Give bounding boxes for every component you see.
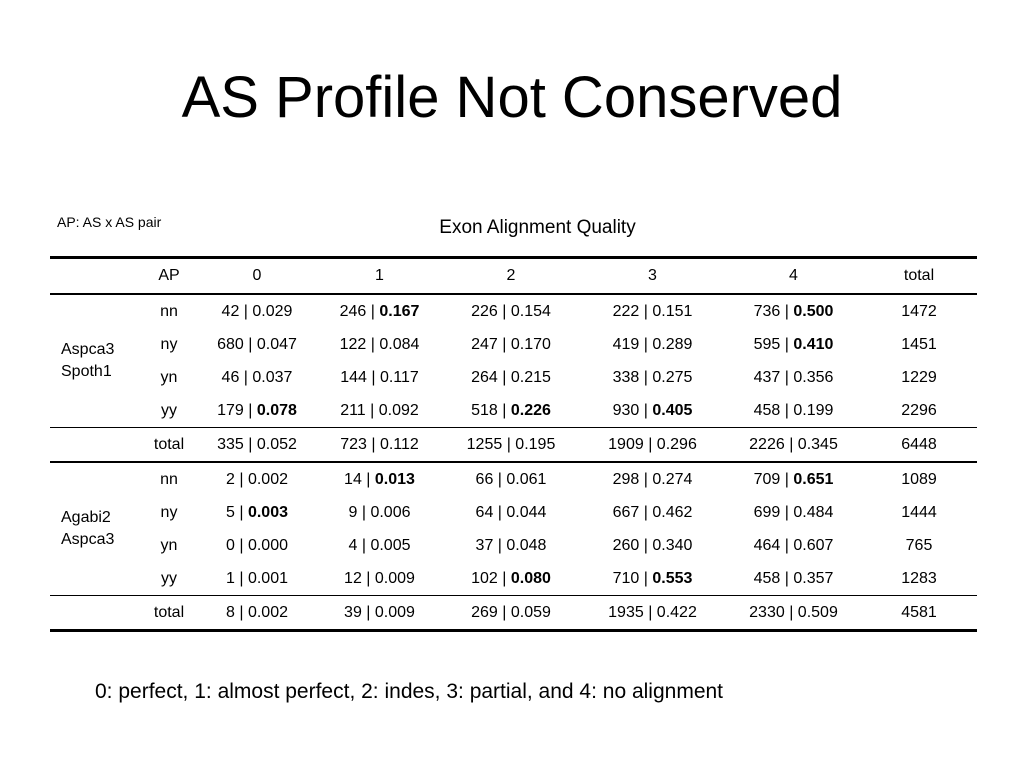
count-value: 269 [471, 603, 498, 621]
value-cell: 1935 | 0.422 [579, 596, 726, 631]
fraction-value: 0.006 [370, 503, 411, 521]
row-total-cell: 6448 [861, 428, 977, 463]
count-value: 260 [612, 536, 640, 554]
count-value: 595 [753, 335, 781, 353]
value-cell: 5 | 0.003 [226, 503, 288, 521]
value-cell: 595 | 0.410 [753, 335, 834, 353]
page-title: AS Profile Not Conserved [181, 65, 843, 130]
row-total-cell: 4581 [861, 596, 977, 631]
table-row [50, 462, 977, 496]
count-value: 458 [753, 401, 781, 419]
count-value: 4 [348, 536, 358, 554]
value-cell: 699 | 0.484 [753, 503, 834, 521]
fraction-value: 0.296 [656, 435, 697, 453]
count-value: 222 [612, 302, 640, 320]
value-cell: 2 | 0.002 [226, 470, 288, 488]
fraction-value: 0.357 [793, 569, 834, 587]
fraction-value: 0.013 [374, 470, 415, 488]
count-value: 8 [226, 603, 235, 621]
fraction-value: 0.059 [510, 603, 551, 621]
table-row [50, 294, 977, 328]
table-row [50, 562, 977, 596]
value-cell: 298 | 0.274 [612, 470, 693, 488]
fraction-value: 0.061 [506, 470, 547, 488]
fraction-value: 0.345 [797, 435, 838, 453]
count-value: 37 [475, 536, 494, 554]
count-value: 1935 [608, 603, 644, 621]
count-value: 335 [217, 435, 244, 453]
count-value: 1909 [608, 435, 644, 453]
group-label-line: Aspca3 [61, 341, 115, 358]
count-value: 246 [339, 302, 367, 320]
count-value: 46 [221, 368, 240, 386]
count-value: 179 [217, 401, 244, 419]
table-row [50, 394, 977, 428]
count-value: 930 [612, 401, 640, 419]
fraction-value: 0.037 [252, 368, 293, 386]
fraction-value: 0.052 [256, 435, 297, 453]
ap-note: AP: AS x AS pair [57, 214, 162, 230]
value-cell: 211 | 0.092 [340, 401, 419, 419]
row-total-cell: 765 [905, 536, 933, 554]
value-cell: 37 | 0.048 [475, 536, 547, 554]
count-value: 247 [471, 335, 498, 353]
row-total-cell: 1229 [901, 368, 937, 386]
header-cell: AP [158, 267, 180, 284]
ap-cell: ny [160, 503, 178, 521]
value-cell: 122 | 0.084 [339, 335, 420, 353]
fraction-value: 0.340 [652, 536, 693, 554]
value-cell: 464 | 0.607 [753, 536, 834, 554]
value-cell: 264 | 0.215 [471, 368, 551, 386]
fraction-value: 0.289 [652, 335, 693, 353]
count-value: 211 [340, 401, 366, 419]
header-cell: 0 [252, 267, 262, 284]
fraction-value: 0.553 [652, 569, 693, 587]
fraction-value: 0.002 [247, 470, 288, 488]
value-cell: 144 | 0.117 [340, 368, 419, 386]
value-cell: 0 | 0.000 [226, 536, 288, 554]
value-cell: 14 | 0.013 [344, 470, 415, 488]
value-cell: 1909 | 0.296 [579, 428, 726, 463]
value-cell: 723 | 0.112 [316, 428, 443, 463]
count-value: 458 [753, 569, 781, 587]
value-cell: 2226 | 0.345 [726, 428, 861, 463]
count-value: 9 [348, 503, 358, 521]
fraction-value: 0.484 [793, 503, 834, 521]
fraction-value: 0.405 [652, 401, 693, 419]
legend-note: 0: perfect, 1: almost perfect, 2: indes, 3: partial, and 4: no alignment [95, 680, 724, 703]
count-value: 2330 [749, 603, 785, 621]
count-value: 226 [471, 302, 498, 320]
fraction-value: 0.509 [797, 603, 838, 621]
fraction-value: 0.009 [374, 569, 415, 587]
blank-cell [50, 596, 140, 631]
value-cell: 260 | 0.340 [612, 536, 693, 554]
count-value: 42 [221, 302, 240, 320]
ap-cell: nn [160, 302, 178, 320]
row-total-cell: 1472 [901, 302, 937, 320]
alignment-table [50, 256, 977, 632]
group-label-line: Agabi2 [61, 509, 111, 526]
value-cell: 458 | 0.199 [753, 401, 834, 419]
fraction-value: 0.154 [510, 302, 551, 320]
count-value: 264 [471, 368, 498, 386]
value-cell: 518 | 0.226 [471, 401, 551, 419]
fraction-value: 0.167 [379, 302, 420, 320]
ap-cell: ny [160, 335, 178, 353]
fraction-value: 0.001 [247, 569, 288, 587]
blank-cell [50, 428, 140, 463]
table-row [50, 529, 977, 562]
fraction-value: 0.047 [256, 335, 297, 353]
value-cell: 709 | 0.651 [753, 470, 834, 488]
count-value: 680 [217, 335, 244, 353]
table-caption: Exon Alignment Quality [439, 217, 636, 238]
row-total-cell: 1283 [901, 569, 937, 587]
value-cell: 64 | 0.044 [475, 503, 547, 521]
header-cell: 2 [506, 267, 516, 284]
ap-cell: yn [160, 536, 178, 554]
value-cell: 179 | 0.078 [217, 401, 297, 419]
count-value: 667 [612, 503, 640, 521]
fraction-value: 0.356 [793, 368, 834, 386]
group-label [50, 294, 140, 428]
row-total-cell: 1451 [901, 335, 937, 353]
value-cell: 8 | 0.002 [198, 596, 316, 631]
fraction-value: 0.048 [506, 536, 547, 554]
value-cell: 930 | 0.405 [612, 401, 693, 419]
ap-cell: yy [161, 569, 177, 587]
count-value: 2226 [749, 435, 785, 453]
value-cell: 2330 | 0.509 [726, 596, 861, 631]
header-cell: 1 [375, 267, 384, 284]
count-value: 64 [475, 503, 494, 521]
fraction-value: 0.003 [247, 503, 288, 521]
group-agabi2-aspca3 [50, 462, 977, 631]
count-value: 518 [471, 401, 498, 419]
fraction-value: 0.044 [506, 503, 547, 521]
ap-cell: total [140, 596, 198, 631]
value-cell: 680 | 0.047 [217, 335, 297, 353]
value-cell: 39 | 0.009 [316, 596, 443, 631]
header-row [50, 258, 977, 295]
row-total-cell: 1089 [901, 470, 937, 488]
value-cell: 226 | 0.154 [471, 302, 551, 320]
table-row [50, 328, 977, 361]
fraction-value: 0.092 [378, 401, 419, 419]
fraction-value: 0.195 [515, 435, 556, 453]
group-label [50, 462, 140, 596]
count-value: 699 [753, 503, 781, 521]
fraction-value: 0.151 [652, 302, 693, 320]
fraction-value: 0.274 [652, 470, 693, 488]
value-cell: 736 | 0.500 [753, 302, 834, 320]
header-cell: 3 [648, 267, 657, 284]
count-value: 710 [612, 569, 640, 587]
ap-cell: yy [161, 401, 177, 419]
table-row [50, 496, 977, 529]
count-value: 736 [753, 302, 781, 320]
fraction-value: 0.084 [379, 335, 420, 353]
count-value: 723 [340, 435, 367, 453]
value-cell: 247 | 0.170 [471, 335, 551, 353]
ap-cell: yn [160, 368, 178, 386]
fraction-value: 0.226 [510, 401, 551, 419]
count-value: 419 [612, 335, 640, 353]
value-cell: 4 | 0.005 [348, 536, 411, 554]
count-value: 66 [475, 470, 494, 488]
count-value: 464 [753, 536, 781, 554]
fraction-value: 0.651 [793, 470, 834, 488]
fraction-value: 0.170 [510, 335, 551, 353]
fraction-value: 0.029 [252, 302, 293, 320]
count-value: 5 [226, 503, 235, 521]
fraction-value: 0.002 [247, 603, 288, 621]
group-label-line: Spoth1 [61, 363, 112, 380]
value-cell: 246 | 0.167 [339, 302, 420, 320]
fraction-value: 0.078 [256, 401, 297, 419]
fraction-value: 0.005 [370, 536, 411, 554]
value-cell: 9 | 0.006 [348, 503, 411, 521]
count-value: 122 [339, 335, 367, 353]
fraction-value: 0.117 [379, 368, 419, 386]
count-value: 144 [340, 368, 367, 386]
fraction-value: 0.607 [793, 536, 834, 554]
fraction-value: 0.275 [652, 368, 693, 386]
value-cell: 335 | 0.052 [198, 428, 316, 463]
fraction-value: 0.462 [652, 503, 693, 521]
fraction-value: 0.500 [793, 302, 834, 320]
total-row [50, 428, 977, 463]
row-total-cell: 2296 [901, 401, 937, 419]
value-cell: 42 | 0.029 [221, 302, 293, 320]
count-value: 0 [226, 536, 235, 554]
group-aspca3-spoth1 [50, 294, 977, 462]
fraction-value: 0.000 [247, 536, 288, 554]
ap-cell: total [140, 428, 198, 463]
value-cell: 269 | 0.059 [443, 596, 579, 631]
header-group-cell [50, 258, 140, 295]
value-cell: 710 | 0.553 [612, 569, 693, 587]
value-cell: 102 | 0.080 [471, 569, 551, 587]
fraction-value: 0.215 [510, 368, 551, 386]
group-label-line: Aspca3 [61, 531, 115, 548]
row-total-cell: 1444 [901, 503, 937, 521]
count-value: 102 [471, 569, 498, 587]
header-cell: 4 [789, 267, 798, 284]
value-cell: 667 | 0.462 [612, 503, 693, 521]
value-cell: 1255 | 0.195 [443, 428, 579, 463]
count-value: 12 [344, 569, 362, 587]
fraction-value: 0.112 [379, 435, 419, 453]
count-value: 1255 [466, 435, 503, 453]
count-value: 437 [753, 368, 781, 386]
total-row [50, 596, 977, 631]
value-cell: 66 | 0.061 [475, 470, 547, 488]
value-cell: 12 | 0.009 [344, 569, 415, 587]
count-value: 39 [344, 603, 362, 621]
count-value: 298 [612, 470, 640, 488]
fraction-value: 0.080 [510, 569, 551, 587]
value-cell: 46 | 0.037 [221, 368, 293, 386]
header-cell: total [903, 267, 935, 284]
value-cell: 458 | 0.357 [753, 569, 834, 587]
table-row [50, 361, 977, 394]
value-cell: 222 | 0.151 [612, 302, 693, 320]
value-cell: 1 | 0.001 [226, 569, 288, 587]
value-cell: 437 | 0.356 [753, 368, 834, 386]
value-cell: 338 | 0.275 [612, 368, 693, 386]
count-value: 1 [226, 569, 235, 587]
count-value: 338 [612, 368, 640, 386]
count-value: 709 [753, 470, 781, 488]
ap-cell: nn [160, 470, 178, 488]
value-cell: 419 | 0.289 [612, 335, 693, 353]
fraction-value: 0.410 [793, 335, 834, 353]
count-value: 2 [226, 470, 235, 488]
count-value: 14 [344, 470, 362, 488]
fraction-value: 0.009 [374, 603, 415, 621]
fraction-value: 0.199 [793, 401, 834, 419]
fraction-value: 0.422 [656, 603, 697, 621]
